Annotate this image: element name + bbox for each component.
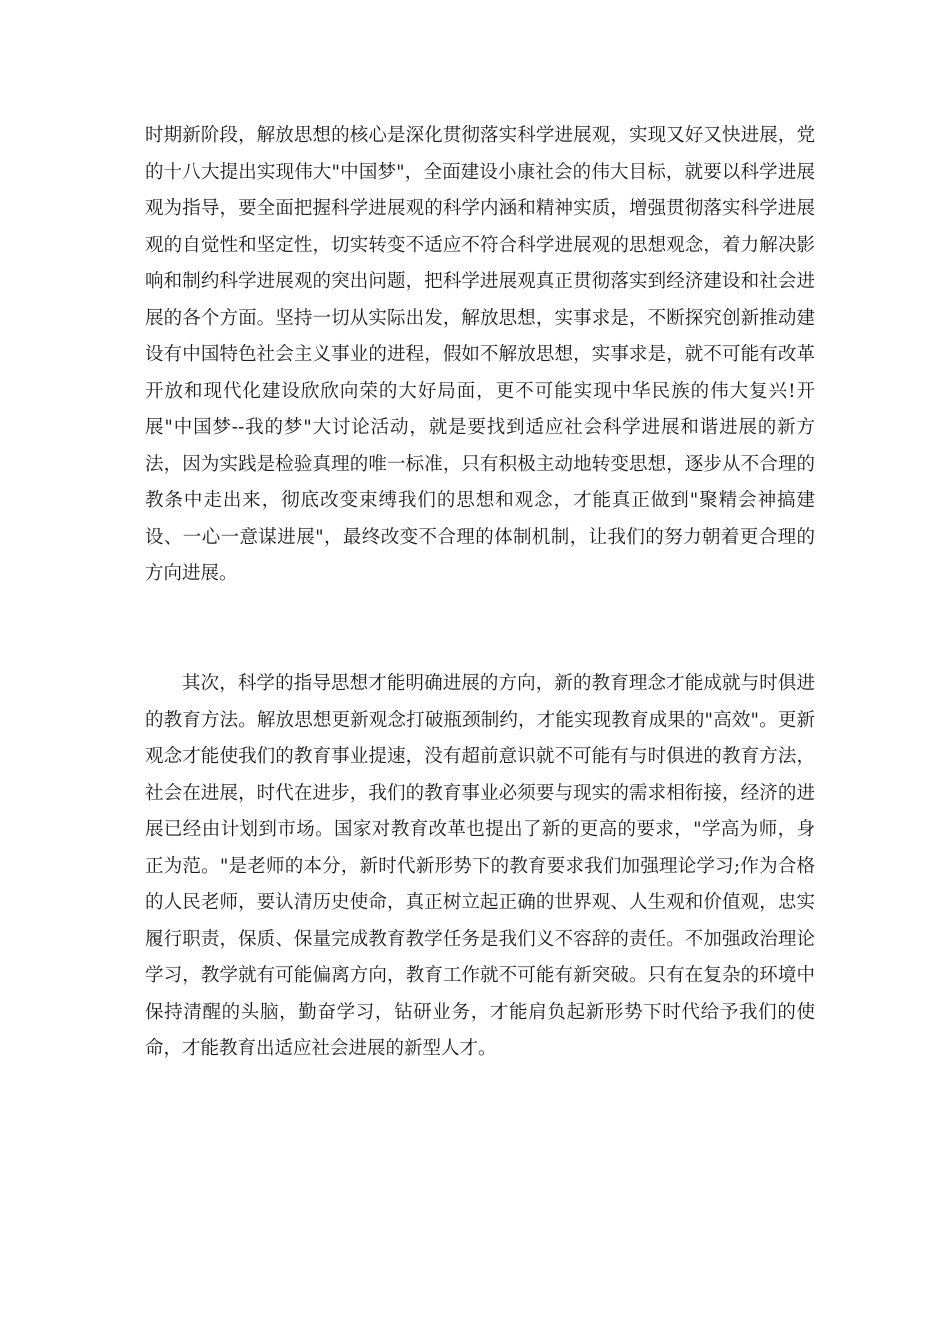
paragraph-1: 时期新阶段，解放思想的核心是深化贯彻落实科学进展观，实现又好又快进展，党的十八大提出实现伟大"中国梦"，全面建设小康社会的伟大目标，就要以科学进展观为指导，要全面把握科学进展观的科学内涵和精神实质，增强贯彻落实科学进展观的自觉性和坚定性，切实转变不适应不符合科学进展观的思想观念，着力解决影响和制约科学进展观的突出问题，把科学进展观真正贯彻落实到经济建设和社会进展的各个方面。坚持一切从实际出发，解放思想，实事求是，不断探究创新推动建设有中国特色社会主义事业的进程，假如不解放思想，实事求是，就不可能有改革开放和现代化建设欣欣向荣的大好局面，更不可能实现中华民族的伟大复兴!开展"中国梦--我的梦"大讨论活动，就是要找到适应社会科学进展和谐进展的新方法，因为实践是检验真理的唯一标准，只有积极主动地转变思想，逐步从不合理的教条中走出来，彻底改变束缚我们的思想和观念，才能真正做到"聚精会神搞建设、一心一意谋进展"，最终改变不合理的体制机制，让我们的努力朝着更合理的方向进展。 [145, 125, 815, 584]
paragraph-2: 其次，科学的指导思想才能明确进展的方向，新的教育理念才能成就与时俱进的教育方法。解放思想更新观念打破瓶颈制约，才能实现教育成果的"高效"。更新观念才能使我们的教育事业提速，没有超前意识就不可能有与时俱进的教育方法，社会在进展，时代在进步，我们的教育事业必须要与现实的需求相衔接，经济的进展已经由计划到市场。国家对教育改革也提出了新的更高的要求，"学高为师，身正为范。"是老师的本分，新时代新形势下的教育要求我们加强理论学习;作为合格的人民老师，要认清历史使命，真正树立起正确的世界观、人生观和价值观，忠实履行职责，保质、保量完成教育教学任务是我们义不容辞的责任。不加强政治理论学习，教学就有可能偏离方向，教育工作就不可能有新突破。只有在复杂的环境中保持清醒的头脑，勤奋学习，钻研业务，才能肩负起新形势下时代给予我们的使命，才能教育出适应社会进展的新型人才。 [145, 673, 815, 1059]
